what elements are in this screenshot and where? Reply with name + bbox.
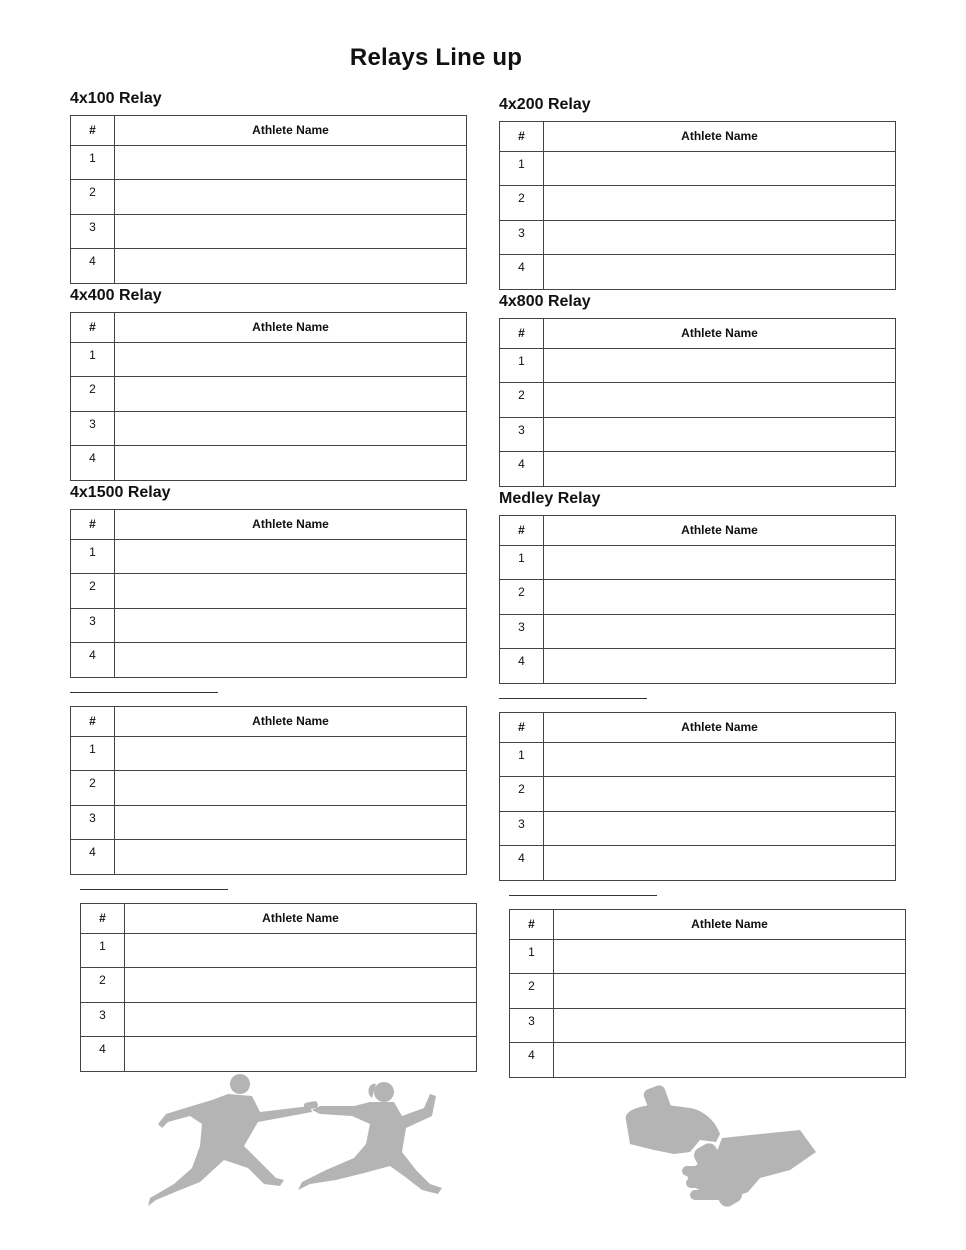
leg-number: 3 <box>500 811 544 846</box>
lineup-table <box>499 318 896 487</box>
leg-number: 1 <box>500 742 544 777</box>
table-row <box>500 383 896 418</box>
table-row <box>71 736 467 771</box>
table-row <box>500 811 896 846</box>
table-header-row <box>71 313 467 343</box>
table-row <box>500 186 896 221</box>
relay-block <box>70 679 467 875</box>
table-header-row <box>500 319 896 349</box>
table-row <box>81 1037 477 1072</box>
page-title: Relays Line up <box>349 44 523 71</box>
athlete-name-cell[interactable] <box>115 377 467 412</box>
table-header-row <box>500 516 896 546</box>
athlete-name-cell[interactable] <box>125 1037 477 1072</box>
leg-number: 1 <box>500 545 544 580</box>
athlete-name-cell[interactable] <box>544 417 896 452</box>
athlete-name-column-header: Athlete Name <box>115 116 467 146</box>
leg-number: 2 <box>71 377 115 412</box>
number-column-header: # <box>81 904 125 934</box>
table-header-row <box>71 116 467 146</box>
relay-block <box>499 488 896 684</box>
relay-title-blank-line <box>499 698 647 699</box>
athlete-name-column-header: Athlete Name <box>544 319 896 349</box>
leg-number: 3 <box>510 1008 554 1043</box>
table-row <box>510 974 906 1009</box>
athlete-name-cell[interactable] <box>544 777 896 812</box>
table-row <box>71 643 467 678</box>
athlete-name-cell[interactable] <box>115 446 467 481</box>
leg-number: 4 <box>500 846 544 881</box>
athlete-name-cell[interactable] <box>544 614 896 649</box>
relay-block <box>499 94 896 290</box>
athlete-name-cell[interactable] <box>544 383 896 418</box>
athlete-name-cell[interactable] <box>544 846 896 881</box>
lineup-table <box>499 712 896 881</box>
leg-number: 1 <box>71 342 115 377</box>
athlete-name-cell[interactable] <box>115 574 467 609</box>
leg-number: 4 <box>500 649 544 684</box>
number-column-header: # <box>71 313 115 343</box>
athlete-name-cell[interactable] <box>544 220 896 255</box>
number-column-header: # <box>500 122 544 152</box>
number-column-header: # <box>71 510 115 540</box>
table-row <box>81 1002 477 1037</box>
relay-block <box>70 88 467 284</box>
table-row <box>71 805 467 840</box>
athlete-name-cell[interactable] <box>115 805 467 840</box>
number-column-header: # <box>71 707 115 737</box>
leg-number: 4 <box>71 643 115 678</box>
relay-block <box>70 285 467 481</box>
athlete-name-cell[interactable] <box>115 771 467 806</box>
table-row <box>71 249 467 284</box>
leg-number: 1 <box>500 348 544 383</box>
table-row <box>500 151 896 186</box>
relay-block <box>70 482 467 678</box>
leg-number: 4 <box>71 249 115 284</box>
table-row <box>500 777 896 812</box>
athlete-name-column-header: Athlete Name <box>125 904 477 934</box>
table-row <box>500 580 896 615</box>
leg-number: 1 <box>81 933 125 968</box>
leg-number: 4 <box>71 446 115 481</box>
athlete-name-cell[interactable] <box>554 1043 906 1078</box>
relay-title-blank-line <box>70 692 218 693</box>
lineup-table <box>70 115 467 284</box>
leg-number: 3 <box>500 417 544 452</box>
table-row <box>500 649 896 684</box>
athlete-name-cell[interactable] <box>115 214 467 249</box>
relay-title: 4x200 Relay <box>499 96 591 113</box>
table-row <box>500 220 896 255</box>
table-header-row <box>500 713 896 743</box>
athlete-name-column-header: Athlete Name <box>544 122 896 152</box>
athlete-name-cell[interactable] <box>125 968 477 1003</box>
athlete-name-column-header: Athlete Name <box>544 516 896 546</box>
table-row <box>510 1043 906 1078</box>
number-column-header: # <box>500 319 544 349</box>
athlete-name-cell[interactable] <box>115 411 467 446</box>
athlete-name-cell[interactable] <box>554 1008 906 1043</box>
table-row <box>500 545 896 580</box>
table-row <box>71 411 467 446</box>
relay-block <box>499 291 896 487</box>
lineup-table <box>499 121 896 290</box>
lineup-table <box>70 509 467 678</box>
table-header-row <box>510 910 906 940</box>
athlete-name-cell[interactable] <box>115 643 467 678</box>
table-header-row <box>71 707 467 737</box>
relay-block <box>499 685 896 881</box>
relay-title: 4x100 Relay <box>70 90 162 107</box>
athlete-name-cell[interactable] <box>125 1002 477 1037</box>
leg-number: 2 <box>500 777 544 812</box>
table-row <box>71 214 467 249</box>
number-column-header: # <box>500 713 544 743</box>
table-header-row <box>71 510 467 540</box>
relay-title: 4x800 Relay <box>499 293 591 310</box>
athlete-name-column-header: Athlete Name <box>554 910 906 940</box>
athlete-name-cell[interactable] <box>115 539 467 574</box>
table-row <box>71 840 467 875</box>
relay-title-blank-line <box>509 895 657 896</box>
table-row <box>71 539 467 574</box>
table-row <box>81 933 477 968</box>
leg-number: 2 <box>71 771 115 806</box>
leg-number: 3 <box>71 608 115 643</box>
leg-number: 3 <box>71 805 115 840</box>
table-row <box>71 377 467 412</box>
leg-number: 2 <box>500 383 544 418</box>
lineup-table <box>70 312 467 481</box>
table-row <box>71 446 467 481</box>
athlete-name-cell[interactable] <box>115 840 467 875</box>
table-row <box>71 145 467 180</box>
table-row <box>71 608 467 643</box>
athlete-name-cell[interactable] <box>115 249 467 284</box>
lineup-table <box>80 903 477 1072</box>
table-row <box>71 180 467 215</box>
athlete-name-cell[interactable] <box>554 974 906 1009</box>
leg-number: 1 <box>71 145 115 180</box>
leg-number: 1 <box>71 736 115 771</box>
table-header-row <box>81 904 477 934</box>
leg-number: 4 <box>71 840 115 875</box>
athlete-name-column-header: Athlete Name <box>115 707 467 737</box>
relay-block <box>509 882 906 1078</box>
leg-number: 4 <box>510 1043 554 1078</box>
leg-number: 3 <box>81 1002 125 1037</box>
athlete-name-cell[interactable] <box>544 811 896 846</box>
leg-number: 3 <box>500 220 544 255</box>
leg-number: 2 <box>71 180 115 215</box>
leg-number: 1 <box>510 939 554 974</box>
table-row <box>510 939 906 974</box>
table-header-row <box>500 122 896 152</box>
relay-runners-illustration <box>140 1072 450 1214</box>
table-row <box>500 742 896 777</box>
leg-number: 3 <box>500 614 544 649</box>
leg-number: 4 <box>500 255 544 290</box>
leg-number: 1 <box>71 539 115 574</box>
athlete-name-cell[interactable] <box>115 608 467 643</box>
relay-block <box>80 876 477 1072</box>
lineup-table <box>499 515 896 684</box>
number-column-header: # <box>510 910 554 940</box>
table-row <box>71 771 467 806</box>
athlete-name-cell[interactable] <box>115 145 467 180</box>
leg-number: 3 <box>71 411 115 446</box>
leg-number: 4 <box>500 452 544 487</box>
athlete-name-cell[interactable] <box>115 736 467 771</box>
table-row <box>71 574 467 609</box>
table-row <box>500 348 896 383</box>
athlete-name-cell[interactable] <box>544 742 896 777</box>
table-row <box>510 1008 906 1043</box>
leg-number: 4 <box>81 1037 125 1072</box>
lineup-table <box>509 909 906 1078</box>
athlete-name-column-header: Athlete Name <box>115 510 467 540</box>
number-column-header: # <box>71 116 115 146</box>
lineup-table <box>70 706 467 875</box>
leg-number: 1 <box>500 151 544 186</box>
leg-number: 2 <box>81 968 125 1003</box>
table-row <box>500 417 896 452</box>
athlete-name-cell[interactable] <box>544 348 896 383</box>
table-row <box>500 614 896 649</box>
table-row <box>500 452 896 487</box>
athlete-name-cell[interactable] <box>544 186 896 221</box>
table-row <box>81 968 477 1003</box>
baton-handoff-illustration <box>620 1082 820 1217</box>
leg-number: 2 <box>71 574 115 609</box>
number-column-header: # <box>500 516 544 546</box>
table-row <box>71 342 467 377</box>
athlete-name-cell[interactable] <box>125 933 477 968</box>
table-row <box>500 846 896 881</box>
relay-title-blank-line <box>80 889 228 890</box>
athlete-name-cell[interactable] <box>544 649 896 684</box>
relay-title: 4x400 Relay <box>70 287 162 304</box>
leg-number: 3 <box>71 214 115 249</box>
athlete-name-cell[interactable] <box>544 452 896 487</box>
leg-number: 2 <box>500 186 544 221</box>
athlete-name-cell[interactable] <box>115 342 467 377</box>
athlete-name-column-header: Athlete Name <box>115 313 467 343</box>
athlete-name-cell[interactable] <box>544 580 896 615</box>
relay-title: Medley Relay <box>499 490 601 507</box>
table-row <box>500 255 896 290</box>
athlete-name-cell[interactable] <box>554 939 906 974</box>
leg-number: 2 <box>500 580 544 615</box>
leg-number: 2 <box>510 974 554 1009</box>
athlete-name-cell[interactable] <box>544 255 896 290</box>
athlete-name-cell[interactable] <box>544 545 896 580</box>
athlete-name-cell[interactable] <box>544 151 896 186</box>
relay-title: 4x1500 Relay <box>70 484 171 501</box>
athlete-name-column-header: Athlete Name <box>544 713 896 743</box>
athlete-name-cell[interactable] <box>115 180 467 215</box>
